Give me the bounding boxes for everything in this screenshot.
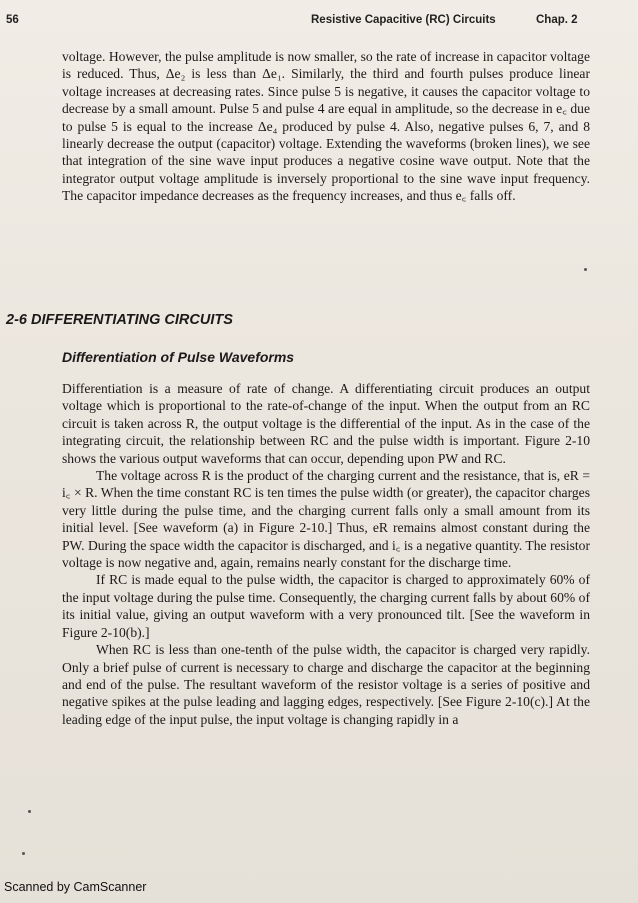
scan-speck (584, 268, 587, 271)
page-number: 56 (6, 14, 19, 26)
chapter-label: Chap. 2 (536, 14, 578, 26)
continued-paragraph (62, 48, 590, 205)
running-header (6, 14, 612, 30)
paragraph-text: The voltage across R is the product of the charging current and the resistance, that is, eR = i꜀ × R. When the time constant RC is ten times the pulse width (or greater), the capacitor charges very little during the pulse time, and the charging current falls only a small amount from its initial level. [See waveform (a) in Figure 2-10.] Thus, eR remains almost constant during the PW. During the space width the capacitor is discharged, and i꜀ is a negative quantity. The resistor voltage is now negative and, again, remains nearly constant for the discharge time. (62, 468, 590, 571)
scan-speck (22, 852, 25, 855)
paragraph-text: voltage. However, the pulse amplitude is now smaller, so the rate of increase in capacitor voltage is reduced. Thus, Δe₂ is less than Δe₁. Similarly, the third and fourth pulses produce linear voltage increases at decreasing rates. Since pulse 5 is negative, it causes the capacitor voltage to decrease by a small amount. Pulse 5 and pulse 4 are equal in amplitude, so the decrease in e꜀ due to pulse 5 is equal to the increase Δe₄ produced by pulse 4. Also, negative pulses 6, 7, and 8 linearly decrease the output (capacitor) voltage. Extending the waveforms (broken lines), we see that integration of the sine wave input produces a negative cosine wave output. Note that the integrator output voltage amplitude is inversely proportional to the sine wave input frequency. The capacitor impedance decreases as the frequency increases, and thus e꜀ falls off. (62, 49, 590, 204)
paragraph-text: Differentiation is a measure of rate of change. A differentiating circuit produces an output voltage which is proportional to the rate-of-change of the input. When the output from an RC circuit is taken across R, the output voltage is the differential of the input. As in the case of the integrating circuit, the relationship between RC and the pulse width is important. Figure 2-10 shows the various output waveforms that can occur, depending upon PW and RC. (62, 381, 590, 466)
paragraph-text: When RC is less than one-tenth of the pulse width, the capacitor is charged very rapidly. Only a brief pulse of current is necessary to charge and discharge the capacitor at the beginning and end of the pulse. The resultant waveform of the resistor voltage is a series of positive and negative spikes at the pulse leading and lagging edges, respectively. [See Figure 2-10(c).] At the leading edge of the input pulse, the input voltage is changing rapidly in a (62, 642, 590, 727)
subsection-heading: Differentiation of Pulse Waveforms (62, 349, 295, 365)
running-title: Resistive Capacitive (RC) Circuits (311, 14, 496, 26)
paragraph-text: If RC is made equal to the pulse width, the capacitor is charged to approximately 60% of the input voltage during the pulse time. Consequently, the charging current falls by about 60% of its initial value, giving an output waveform with a very pronounced tilt. [See the waveform in Figure 2-10(b).] (62, 572, 590, 640)
section-body (62, 380, 590, 728)
scan-speck (28, 810, 31, 813)
scanner-watermark: Scanned by CamScanner (4, 880, 147, 894)
section-heading: 2-6 DIFFERENTIATING CIRCUITS (6, 312, 233, 328)
